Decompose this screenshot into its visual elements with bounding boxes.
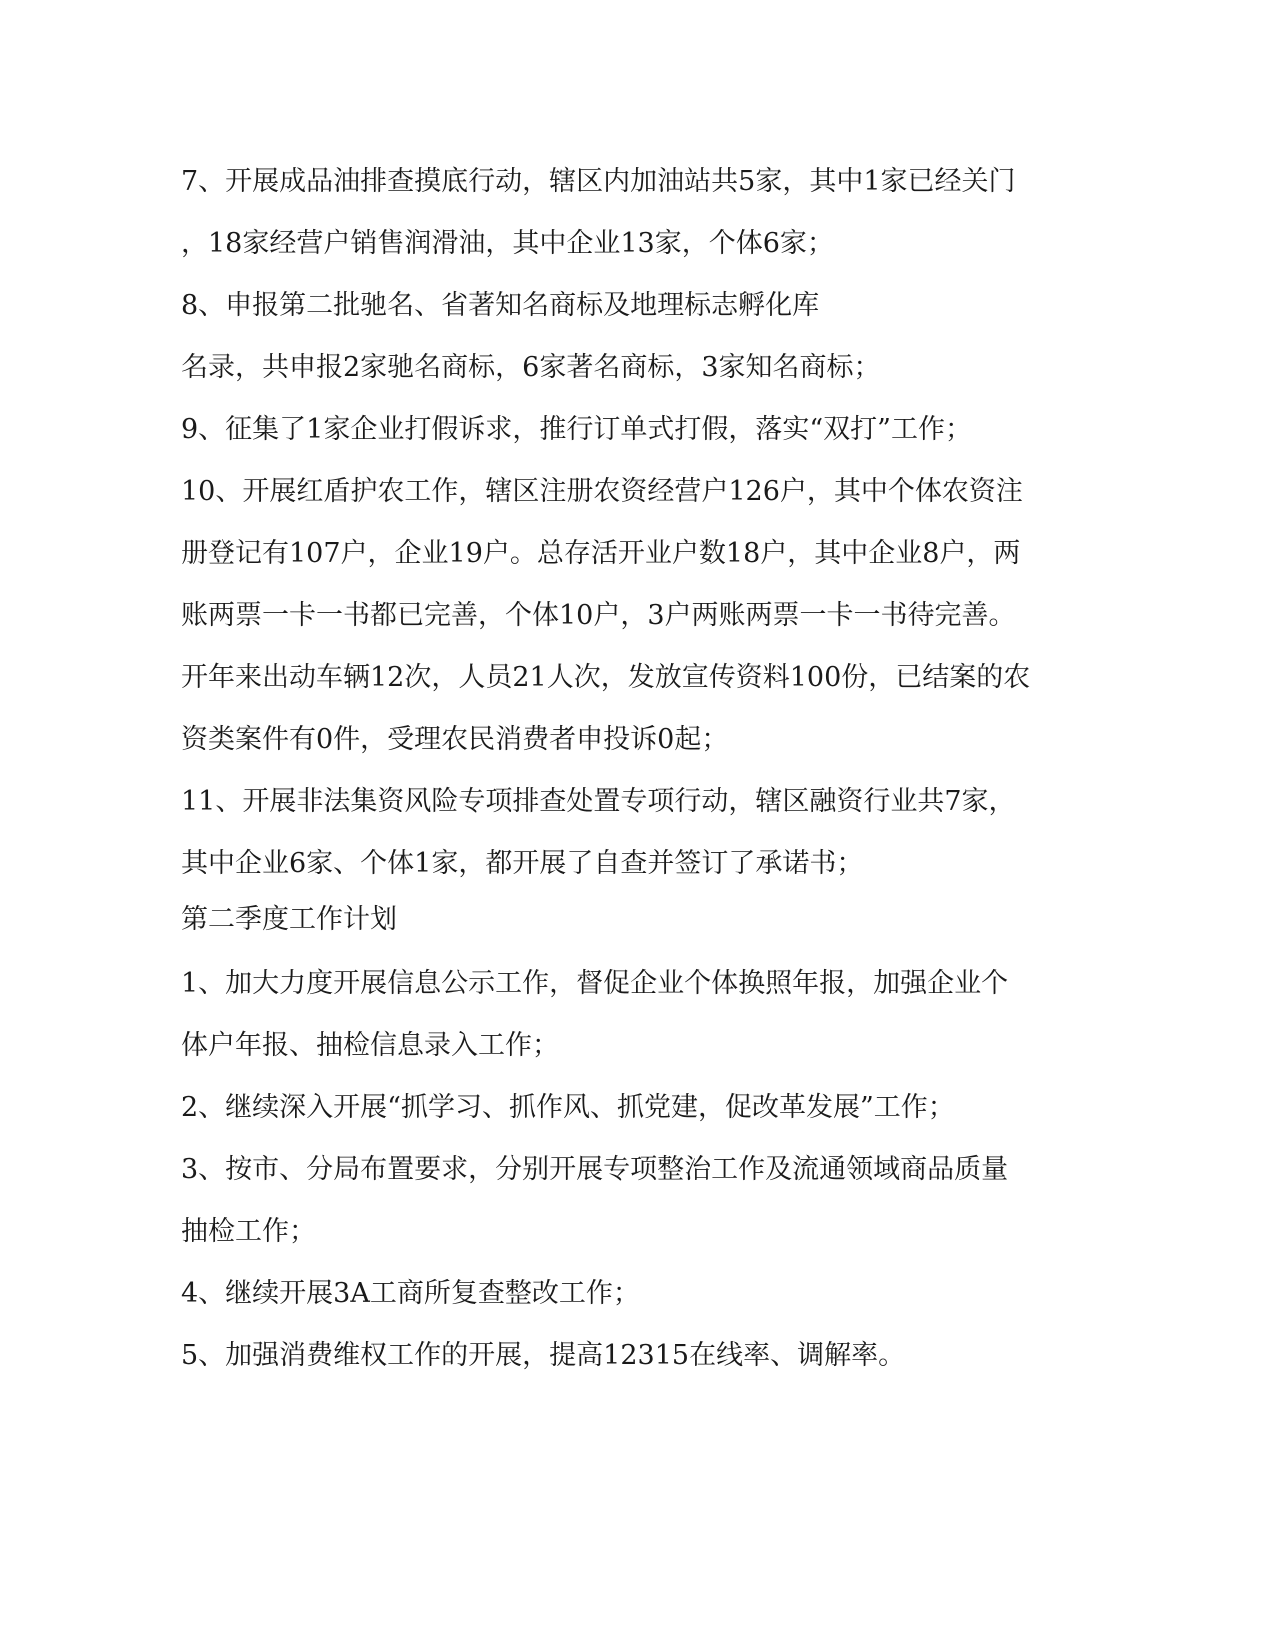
text-line: 名录，共申报2家驰名商标，6家著名商标，3家知名商标； bbox=[181, 352, 881, 383]
text-line: 册登记有107户，企业19户。总存活开业户数18户，其中企业8户，两 bbox=[181, 538, 1021, 569]
text-line: 9、征集了1家企业打假诉求，推行订单式打假，落实“双打”工作； bbox=[181, 414, 972, 445]
text-line: 体户年报、抽检信息录入工作； bbox=[181, 1030, 559, 1061]
text-line: 11、开展非法集资风险专项排查处置专项行动，辖区融资行业共7家， bbox=[181, 786, 1016, 817]
text-line: ，18家经营户销售润滑油，其中企业13家，个体6家； bbox=[181, 228, 834, 259]
text-line: 账两票一卡一书都已完善，个体10户，3户两账两票一卡一书待完善。 bbox=[181, 600, 1016, 631]
text-line: 4、继续开展3A工商所复查整改工作； bbox=[181, 1278, 640, 1309]
text-line: 1、加大力度开展信息公示工作，督促企业个体换照年报，加强企业个 bbox=[181, 968, 1009, 999]
text-line: 资类案件有0件，受理农民消费者申投诉0起； bbox=[181, 724, 729, 755]
text-line: 开年来出动车辆12次，人员21人次，发放宣传资料100份，已结案的农 bbox=[181, 662, 1031, 693]
section-heading: 第二季度工作计划 bbox=[181, 904, 397, 935]
text-line: 3、按市、分局布置要求，分别开展专项整治工作及流通领域商品质量 bbox=[181, 1154, 1009, 1185]
text-line: 抽检工作； bbox=[181, 1216, 316, 1247]
text-line: 8、申报第二批驰名、省著知名商标及地理标志孵化库 bbox=[181, 290, 820, 321]
text-line: 2、继续深入开展“抓学习、抓作风、抓党建，促改革发展”工作； bbox=[181, 1092, 955, 1123]
text-line: 10、开展红盾护农工作，辖区注册农资经营户126户，其中个体农资注 bbox=[181, 476, 1023, 507]
text-line: 其中企业6家、个体1家，都开展了自查并签订了承诺书； bbox=[181, 848, 864, 879]
text-line: 7、开展成品油排查摸底行动，辖区内加油站共5家，其中1家已经关门 bbox=[181, 166, 1016, 197]
text-line: 5、加强消费维权工作的开展，提高12315在线率、调解率。 bbox=[181, 1340, 906, 1371]
